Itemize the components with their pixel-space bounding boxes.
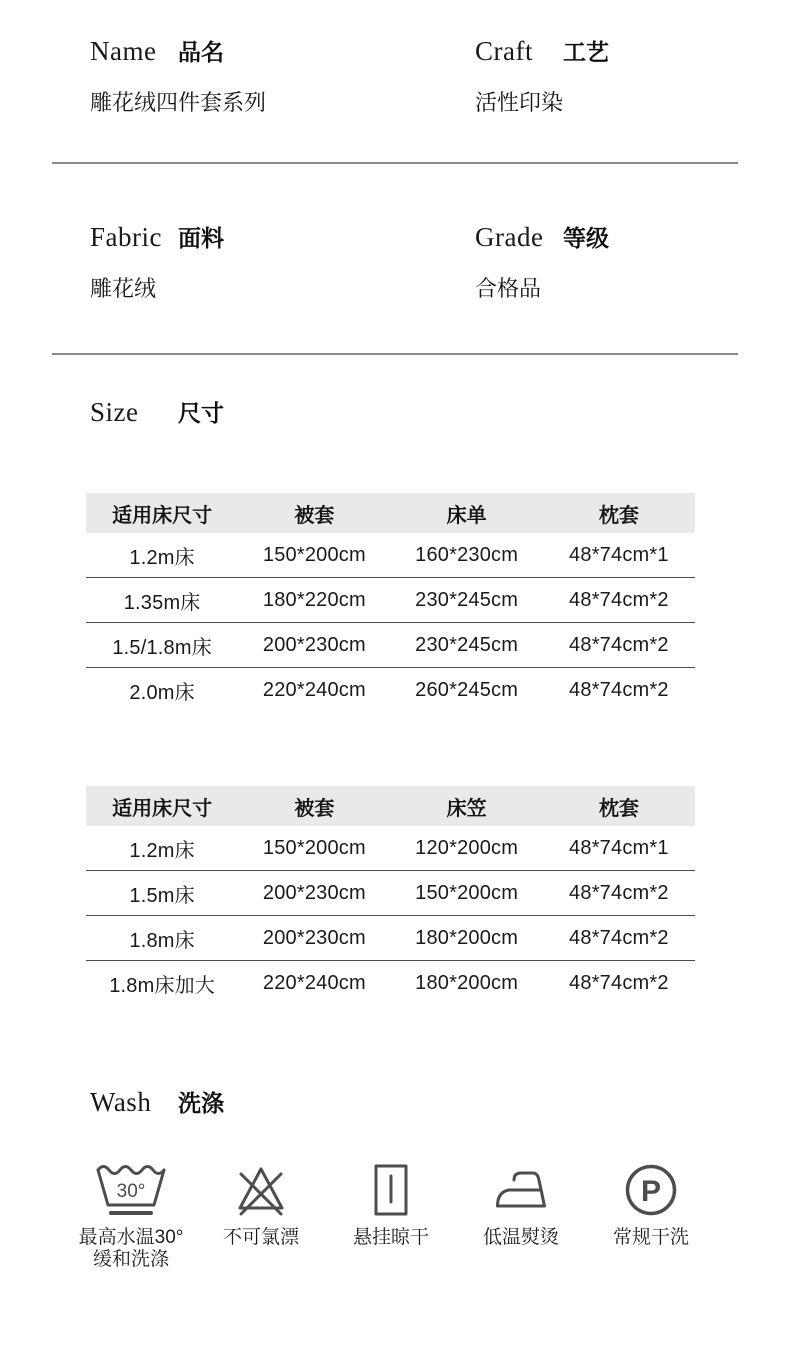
dry-clean-letter: P — [640, 1175, 662, 1208]
spec-row-fabric-grade — [0, 220, 790, 302]
spec-grade-heading — [475, 220, 790, 250]
table-row — [86, 826, 695, 870]
table-cell: 48*74cm*1 — [569, 543, 669, 566]
table-cell: 1.8m床 — [129, 929, 195, 952]
spec-grade-en-label: Grade — [475, 222, 544, 252]
table-cell: 220*240cm — [262, 678, 366, 701]
spec-name-heading — [90, 34, 475, 64]
spec-name-zh-label: 品名 — [178, 39, 224, 65]
table-cell: 1.5m床 — [129, 884, 195, 907]
wash-care-item — [456, 1161, 586, 1271]
size-heading — [90, 395, 224, 425]
section-divider — [52, 353, 738, 355]
wash-en-label: Wash — [90, 1087, 152, 1117]
spec-grade — [475, 220, 790, 302]
dry-clean-p-icon — [586, 1161, 716, 1219]
table-cell: 1.2m床 — [129, 546, 195, 569]
wash-zh-label: 洗涤 — [178, 1090, 224, 1116]
wash-care-item — [196, 1161, 326, 1271]
size-table-fitted — [86, 786, 695, 1005]
wash-care-item — [326, 1161, 456, 1271]
table-row — [86, 667, 695, 712]
table-cell: 200*230cm — [262, 926, 366, 949]
wash-temp-text: 30° — [116, 1181, 146, 1202]
spec-name — [90, 34, 475, 116]
spec-craft — [475, 34, 790, 116]
table-cell: 48*74cm*2 — [569, 678, 669, 701]
no-bleach-icon — [196, 1161, 326, 1219]
spec-name-value: 雕花绒四件套系列 — [90, 90, 267, 115]
spec-craft-value: 活性印染 — [475, 90, 564, 115]
size-zh-label: 尺寸 — [178, 400, 224, 426]
column-header: 被套 — [294, 797, 335, 820]
wash-care-label: 低温熨烫 — [482, 1227, 559, 1248]
table-cell: 48*74cm*2 — [569, 881, 669, 904]
table-cell: 200*230cm — [262, 633, 366, 656]
table-cell: 1.5/1.8m床 — [112, 636, 212, 659]
table-cell: 1.2m床 — [129, 839, 195, 862]
table-cell: 220*240cm — [262, 971, 366, 994]
wash-care-icons — [66, 1161, 726, 1271]
wash-care-label: 不可氯漂 — [222, 1227, 299, 1248]
wash-basin-30-icon — [66, 1161, 196, 1219]
spec-fabric-heading — [90, 220, 475, 250]
spec-craft-heading — [475, 34, 790, 64]
wash-section-heading — [0, 1085, 790, 1115]
column-header: 床笠 — [446, 797, 487, 820]
size-section-heading — [0, 395, 790, 425]
iron-low-icon — [456, 1161, 586, 1219]
table-cell: 48*74cm*1 — [569, 836, 669, 859]
table-cell: 150*200cm — [262, 543, 366, 566]
table-cell: 230*245cm — [415, 633, 519, 656]
wash-care-item — [586, 1161, 716, 1271]
column-header: 适用床尺寸 — [112, 797, 213, 820]
wash-care-item — [66, 1161, 196, 1271]
hang-dry-icon — [326, 1161, 456, 1219]
size-en-label: Size — [90, 397, 139, 427]
spec-fabric-value: 雕花绒 — [90, 276, 157, 301]
table-row — [86, 622, 695, 667]
column-header: 枕套 — [598, 504, 639, 527]
spec-craft-zh-label: 工艺 — [563, 39, 609, 65]
spec-craft-en-label: Craft — [475, 36, 533, 66]
spec-grade-zh-label: 等级 — [563, 225, 609, 251]
table-cell: 2.0m床 — [129, 681, 195, 704]
table-cell: 1.35m床 — [123, 591, 201, 614]
table-cell: 180*220cm — [262, 588, 366, 611]
table-cell: 48*74cm*2 — [569, 633, 669, 656]
column-header: 适用床尺寸 — [112, 504, 213, 527]
wash-heading — [90, 1085, 224, 1115]
table-cell: 150*200cm — [415, 881, 519, 904]
spec-name-en-label: Name — [90, 36, 157, 66]
spec-fabric — [90, 220, 475, 302]
table-row — [86, 915, 695, 960]
spec-fabric-en-label: Fabric — [90, 222, 162, 252]
table-row — [86, 960, 695, 1005]
spec-row-name-craft — [0, 34, 790, 116]
table-row — [86, 870, 695, 915]
table-cell: 260*245cm — [415, 678, 519, 701]
table-cell: 1.8m床加大 — [109, 974, 216, 997]
table-cell: 48*74cm*2 — [569, 926, 669, 949]
column-header: 枕套 — [598, 797, 639, 820]
column-header: 被套 — [294, 504, 335, 527]
table-cell: 200*230cm — [262, 881, 366, 904]
table-cell: 48*74cm*2 — [569, 588, 669, 611]
table-cell: 180*200cm — [415, 926, 519, 949]
table-cell: 230*245cm — [415, 588, 519, 611]
spec-fabric-zh-label: 面料 — [178, 225, 224, 251]
wash-care-label-line2: 缓和洗涤 — [92, 1249, 169, 1270]
wash-care-label: 最高水温30° — [78, 1227, 184, 1248]
size-table-sheet — [86, 493, 695, 712]
column-header: 床单 — [446, 504, 487, 527]
table-cell: 180*200cm — [415, 971, 519, 994]
wash-care-label: 悬挂晾干 — [352, 1227, 429, 1248]
size-table-sheet-header — [86, 493, 695, 533]
table-row — [86, 577, 695, 622]
wash-care-label: 常规干洗 — [612, 1227, 689, 1248]
table-row — [86, 533, 695, 577]
table-cell: 48*74cm*2 — [569, 971, 669, 994]
table-cell: 160*230cm — [415, 543, 519, 566]
table-cell: 120*200cm — [415, 836, 519, 859]
size-table-fitted-header — [86, 786, 695, 826]
section-divider — [52, 162, 738, 164]
table-cell: 150*200cm — [262, 836, 366, 859]
spec-grade-value: 合格品 — [475, 276, 542, 301]
